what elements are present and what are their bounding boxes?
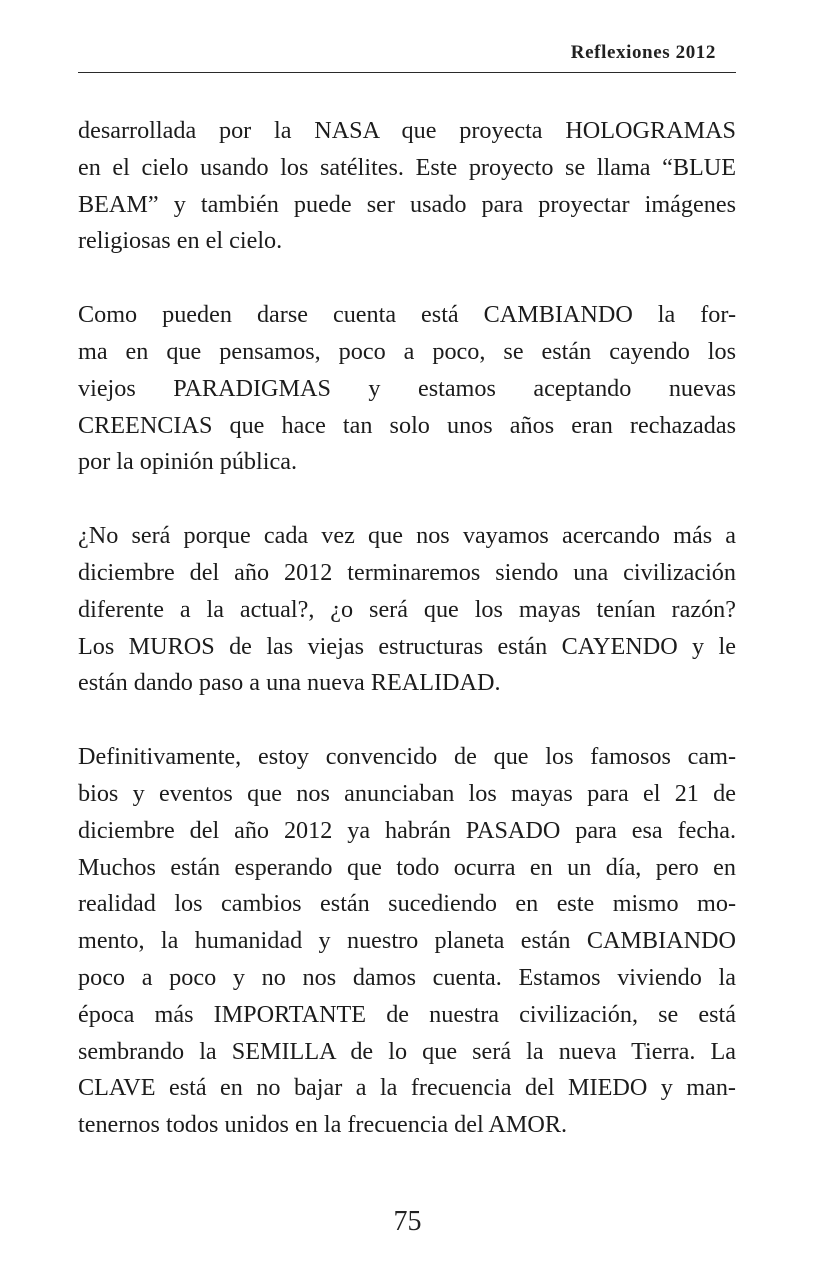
text-line: BEAM” y también puede ser usado para proyectar imágenes: [78, 190, 736, 218]
text-line: sembrando la SEMILLA de lo que será la nueva Tierra. La: [78, 1037, 736, 1065]
text-line: realidad los cambios están sucediendo en este mismo mo-: [78, 890, 736, 918]
body-text: [78, 113, 736, 1181]
text-line: en el cielo usando los satélites. Este proyecto se llama “BLUE: [78, 153, 736, 181]
text-line: religiosas en el cielo.: [78, 227, 283, 255]
paragraph-2: [78, 297, 736, 481]
text-line: CREENCIAS que hace tan solo unos años eran rechazadas: [78, 411, 736, 439]
paragraph-1: [78, 113, 736, 260]
running-header: [78, 38, 736, 73]
page-number: 75: [393, 1206, 422, 1237]
text-line: mento, la humanidad y nuestro planeta están CAMBIANDO: [78, 927, 736, 955]
text-line: diciembre del año 2012 ya habrán PASADO para esa fecha.: [78, 816, 736, 844]
header-title: Reflexiones 2012: [570, 42, 716, 63]
text-line: tenernos todos unidos en la frecuencia del AMOR.: [78, 1111, 568, 1139]
paragraph-4: [78, 739, 736, 1144]
text-line: poco a poco y no nos damos cuenta. Estamos viviendo la: [78, 963, 736, 991]
text-line: Definitivamente, estoy convencido de que los famosos cam-: [78, 743, 736, 771]
text-line: diciembre del año 2012 terminaremos siendo una civilización: [78, 558, 736, 586]
text-line: por la opinión pública.: [78, 448, 297, 476]
text-line: Como pueden darse cuenta está CAMBIANDO la for-: [78, 301, 736, 329]
text-line: están dando paso a una nueva REALIDAD.: [78, 669, 501, 697]
paragraph-3: [78, 518, 736, 702]
text-line: Muchos están esperando que todo ocurra en un día, pero en: [78, 853, 736, 881]
text-line: diferente a la actual?, ¿o será que los mayas tenían razón?: [78, 595, 736, 623]
text-line: CLAVE está en no bajar a la frecuencia del MIEDO y man-: [78, 1074, 736, 1102]
text-line: Los MUROS de las viejas estructuras están CAYENDO y le: [78, 632, 736, 660]
text-line: época más IMPORTANTE de nuestra civilización, se está: [78, 1000, 736, 1028]
text-line: ¿No será porque cada vez que nos vayamos acercando más a: [78, 522, 736, 550]
text-line: desarrollada por la NASA que proyecta HOLOGRAMAS: [78, 117, 736, 144]
text-line: ma en que pensamos, poco a poco, se están cayendo los: [78, 337, 736, 365]
text-line: bios y eventos que nos anunciaban los mayas para el 21 de: [78, 779, 736, 807]
text-line: viejos PARADIGMAS y estamos aceptando nuevas: [78, 374, 736, 402]
